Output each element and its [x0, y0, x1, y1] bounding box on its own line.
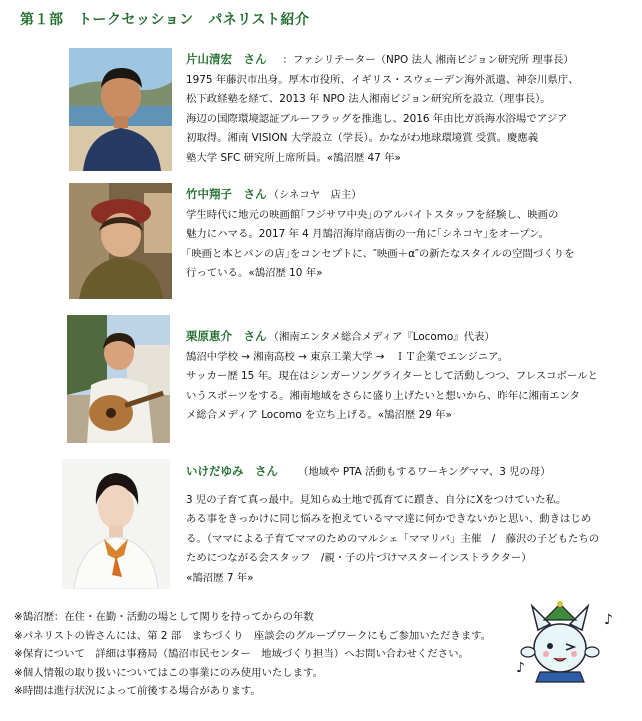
panelist-bio: [186, 462, 626, 588]
note-item: ※保育について 詳細は事務局（鵠沼市民センター 地域づくり担当）へお問い合わせください。: [14, 648, 469, 661]
panelist-role: （地域や PTA 活動もするワーキングママ、3 児の母）: [298, 466, 551, 478]
panelist-name: 片山清宏 さん: [186, 52, 267, 66]
svg-text:♪: ♪: [516, 660, 525, 676]
bio-line: 学生時代に地元の映画館｢フジサワ中央｣のアルバイトスタッフを経験し、映画の: [186, 208, 559, 221]
notes-list: [14, 608, 514, 701]
bio-line: メ総合メディア Locomo を立ち上げる。«鵠沼歴 29 年»: [186, 409, 452, 421]
bio-line: 鵠沼中学校 → 湘南高校 → 東京工業大学 → ＩＴ企業でエンジニア。: [186, 350, 509, 363]
panelist-name: 栗原恵介 さん: [186, 329, 267, 343]
note-item: ※パネリストの皆さんには、第 2 部 まちづくり 座談会のグループワークにもご参加いただきます。: [14, 629, 492, 642]
panelist-role: （湘南エンタメ総合メディア『Locomo』代表）: [268, 331, 495, 343]
man-beach-photo: [69, 48, 172, 171]
svg-text:♪: ♪: [604, 612, 613, 628]
panelist-bio: [186, 50, 626, 168]
mascot-character-icon: [510, 590, 625, 690]
note-item: ※鵠沼歴：在住・在勤・活動の場として関りを持ってからの年数: [14, 611, 314, 623]
note-item: ※個人情報の取り扱いについてはこの事業にのみ使用いたします。: [14, 666, 323, 679]
note-item: ※時間は進行状況によって前後する場合があります。: [14, 685, 261, 698]
man-guitar-photo: [67, 315, 170, 443]
section-title: 第１部 トークセッション パネリスト紹介: [20, 12, 310, 28]
bio-line: ある事をきっかけに同じ悩みを抱えているママ達に何かできないかと思い、動きはじめ: [186, 513, 592, 525]
bio-line: ｢映画と本とパンの店｣をコンセプトに、″映画＋α″の新たなスタイルの空間づくりを: [186, 247, 575, 260]
panelist-role: （シネコヤ 店主）: [268, 189, 362, 201]
bio-line: 松下政経塾を経て、2013 年 NPO 法人湘南ビジョン研究所を設立（理事長）。: [186, 93, 551, 105]
bio-line: 海辺の国際環境認証ブルーフラッグを推進し、2016 年由比ガ浜海水浴場でアジア: [186, 112, 568, 125]
panelist-bio: [186, 185, 626, 284]
bio-line: サッカー歴 15 年。現在はシンガーソングライターとして活動しつつ、フレスコボールと: [186, 370, 598, 382]
bio-line: 初取得。湘南 VISION 大学設立（学長）。かながわ地球環境賞 受賞。慶應義: [186, 132, 539, 144]
panelist-bio: [186, 327, 626, 426]
panelist-name: 竹中翔子 さん: [186, 187, 267, 201]
bio-line: ためにつながる会スタッフ /親・子の片づけマスターインストラクター）: [186, 552, 532, 564]
woman-scarf-photo: [62, 459, 170, 589]
bio-line: 1975 年藤沢市出身。厚木市役所、イギリス・スウェーデン海外派遣、神奈川県庁、: [186, 73, 579, 86]
bio-line: 塾大学 SFC 研究所上席所員。«鵠沼歴 47 年»: [186, 151, 401, 164]
bio-line: 3 児の子育て真っ最中。見知らぬ土地で孤育てに躓き、自分にXをつけていた私。: [186, 493, 567, 506]
panelist-name: いけだゆみ さん: [186, 464, 278, 478]
bio-line: 魅力にハマる。2017 年 4 月鵠沼海岸商店街の一角に｢シネコヤ｣をオープン。: [186, 228, 549, 240]
bio-line: る。（ママによる子育てママのためのマルシェ「ママリバ」主催 / 藤沢の子どもたちの: [186, 532, 600, 545]
bio-line: いうスポーツをする。湘南地域をさらに盛り上げたいと想いから、昨年に湘南エンタ: [186, 389, 581, 402]
woman-hat-photo: [69, 183, 172, 299]
bio-line: 行っている。«鵠沼歴 10 年»: [186, 267, 323, 279]
bio-line: «鵠沼歴 7 年»: [186, 571, 254, 584]
panelist-role: ：ファシリテーター（NPO 法人 湘南ビジョン研究所 理事長）: [282, 54, 574, 66]
